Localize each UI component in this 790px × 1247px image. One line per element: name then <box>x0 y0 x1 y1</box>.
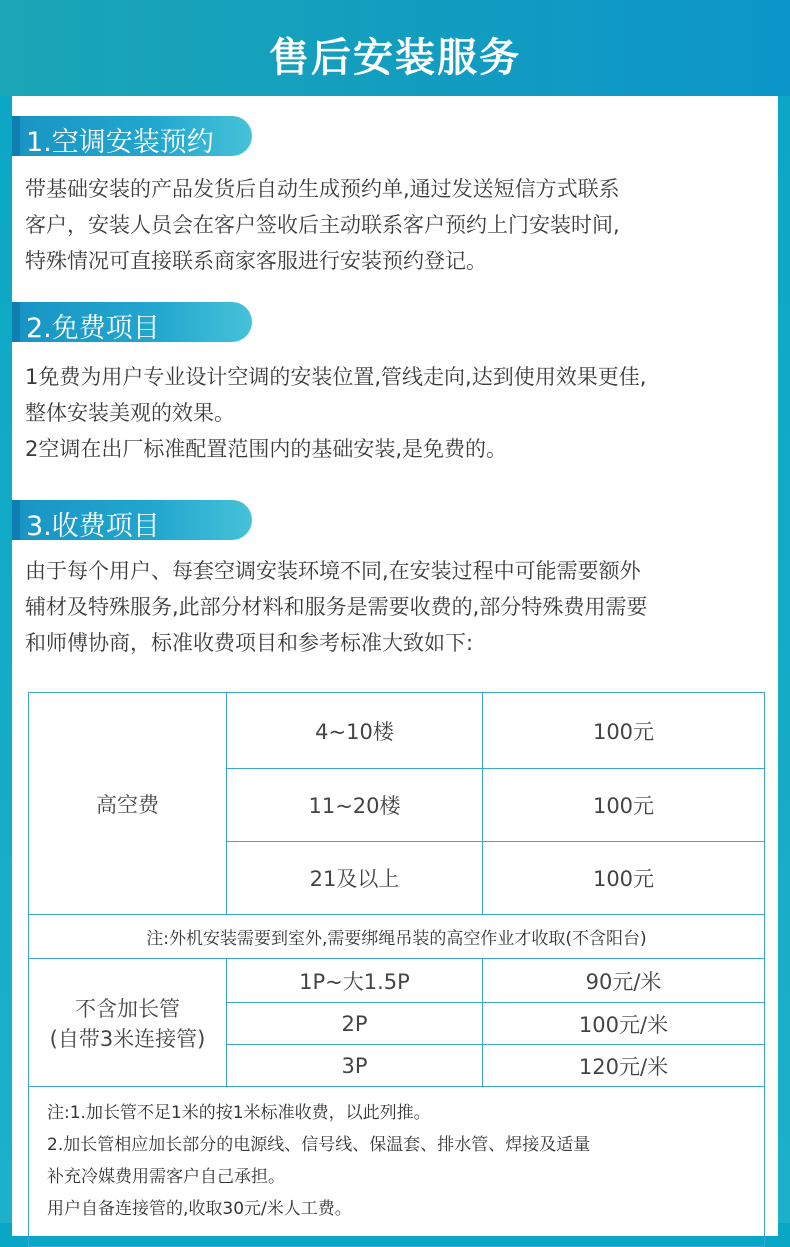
price-cell: 100元/米 <box>483 1003 765 1045</box>
high-altitude-note: 注:外机安装需要到室外,需要绑绳吊装的高空作业才收取(不含阳台) <box>29 915 765 959</box>
spec-cell: 3P <box>227 1045 483 1087</box>
section-tag-charged-items <box>12 500 252 540</box>
fee-table <box>28 692 765 1247</box>
table-row <box>29 693 765 769</box>
section-tag-appointment <box>12 116 252 156</box>
section-tag-label: 2.免费项目 <box>26 313 160 344</box>
text-line: 1免费为用户专业设计空调的安装位置,管线走向,达到使用效果更佳, <box>25 365 647 389</box>
pipe-label-line: 不含加长管 <box>75 996 180 1021</box>
text-line: 辅材及特殊服务,此部分材料和服务是需要收费的,部分特殊费用需要 <box>25 595 648 619</box>
pipe-label-line: (自带3米连接管) <box>49 1026 206 1051</box>
price-cell: 120元/米 <box>483 1045 765 1087</box>
note-line: 用户自备连接管的,收取30元/米人工费。 <box>47 1199 352 1219</box>
price-cell: 100元 <box>483 842 765 915</box>
spec-cell: 2P <box>227 1003 483 1045</box>
note-line: 补充冷媒费用需客户自己承担。 <box>47 1167 285 1187</box>
section-appointment-text <box>25 171 620 279</box>
spec-cell: 1P~大1.5P <box>227 959 483 1003</box>
section-tag-free-items <box>12 302 252 342</box>
text-line: 客户，安装人员会在客户签收后主动联系客户预约上门安装时间, <box>25 213 620 237</box>
high-altitude-label: 高空费 <box>29 693 227 915</box>
price-cell: 100元 <box>483 769 765 842</box>
price-cell: 100元 <box>483 693 765 769</box>
page-header <box>0 0 790 96</box>
note-line: 2.加长管相应加长部分的电源线、信号线、保温套、排水管、焊接及适量 <box>47 1135 591 1155</box>
text-line: 带基础安装的产品发货后自动生成预约单,通过发送短信方式联系 <box>25 177 620 201</box>
floor-range-cell: 21及以上 <box>227 842 483 915</box>
price-cell: 90元/米 <box>483 959 765 1003</box>
table-row <box>29 959 765 1003</box>
note-line: 注:1.加长管不足1米的按1米标准收费，以此列推。 <box>47 1103 431 1123</box>
text-line: 由于每个用户、每套空调安装环境不同,在安装过程中可能需要额外 <box>25 559 641 583</box>
text-line: 特殊情况可直接联系商家客服进行安装预约登记。 <box>25 249 487 273</box>
section-charged-items-text <box>25 553 647 661</box>
table-row <box>29 915 765 959</box>
floor-range-cell: 11~20楼 <box>227 769 483 842</box>
floor-range-cell: 4~10楼 <box>227 693 483 769</box>
section-tag-label: 3.收费项目 <box>26 511 160 542</box>
text-line: 和师傅协商，标准收费项目和参考标准大致如下: <box>25 631 474 655</box>
text-line: 整体安装美观的效果。 <box>25 401 235 425</box>
section-tag-label: 1.空调安装预约 <box>26 127 214 158</box>
text-line: 2空调在出厂标准配置范围内的基础安装,是免费的。 <box>25 437 508 461</box>
section-free-items-text <box>25 359 646 467</box>
pipe-label <box>29 959 227 1087</box>
page-title: 售后安装服务 <box>269 35 521 81</box>
